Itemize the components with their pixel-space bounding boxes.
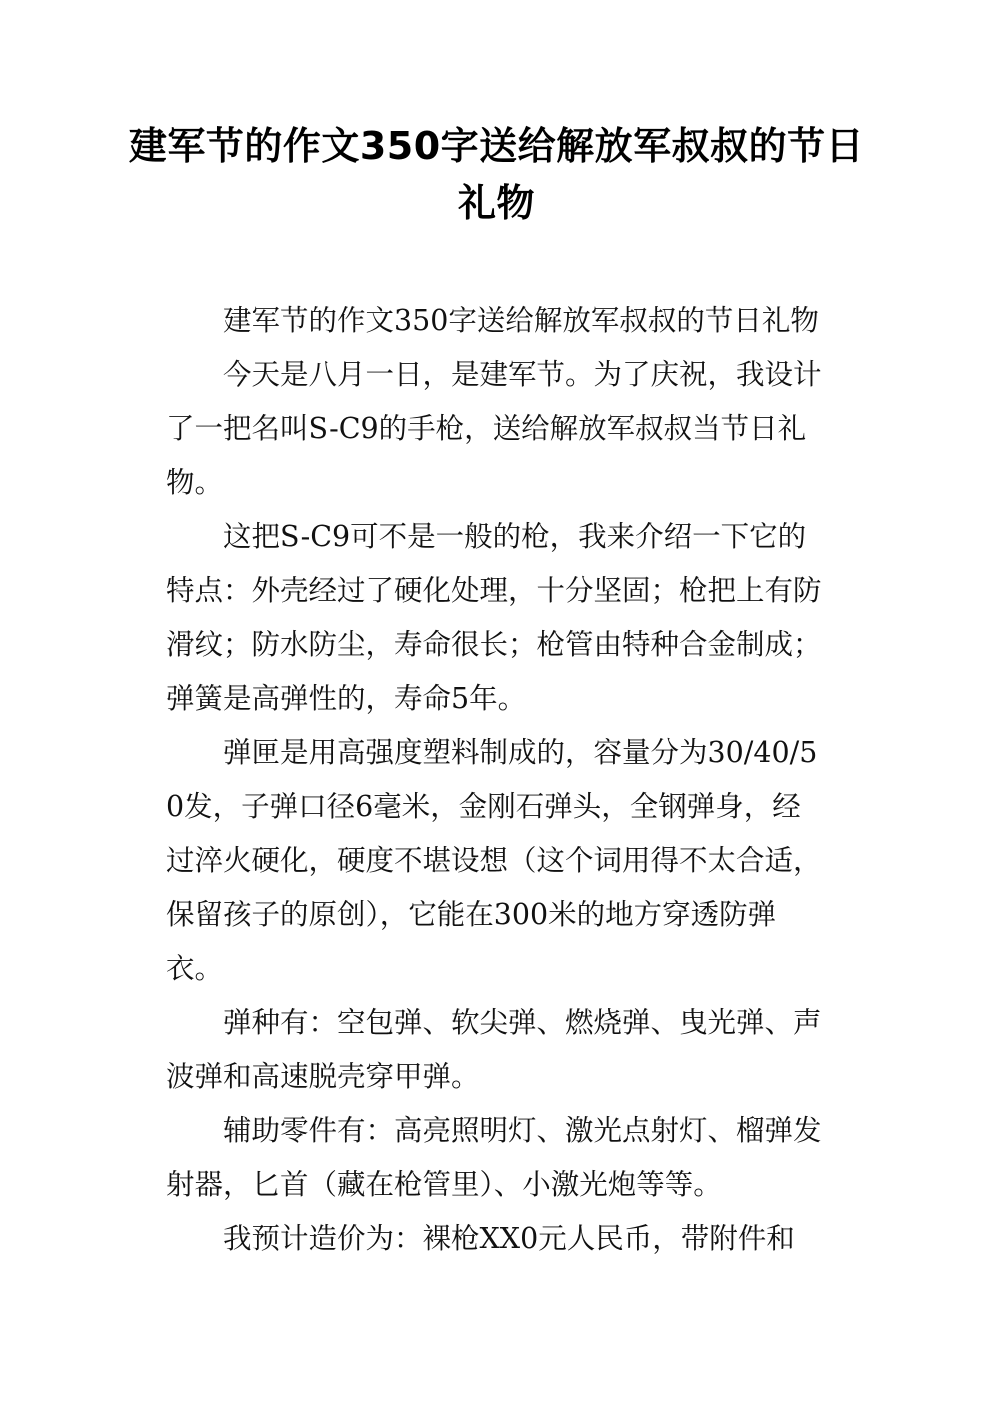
paragraph-magazine: 弹匣是用高强度塑料制成的，容量分为30/40/50发，子弹口径6毫米，金刚石弹头，全钢弹身，经过淬火硬化，硬度不堪设想（这个词用得不太合适，保留孩子的原创），它能在300米的地方穿透防弹衣。	[166, 736, 822, 985]
paragraph-accessories: 辅助零件有：高亮照明灯、激光点射灯、榴弹发射器，匕首（藏在枪管里）、小激光炮等等。	[166, 1114, 822, 1201]
document-body	[166, 294, 828, 1266]
document-title: 建军节的作文350字送给解放军叔叔的节日礼物	[128, 124, 865, 225]
paragraph-ammo-types: 弹种有：空包弹、软尖弹、燃烧弹、曳光弹、声波弹和高速脱壳穿甲弹。	[166, 1006, 822, 1093]
paragraph-cost: 我预计造价为：裸枪XX0元人民币，带附件和	[223, 1222, 795, 1255]
paragraph-intro: 今天是八月一日，是建军节。为了庆祝，我设计了一把名叫S-C9的手枪，送给解放军叔叔当节日礼物。	[166, 358, 822, 499]
paragraph-features: 这把S-C9可不是一般的枪，我来介绍一下它的特点：外壳经过了硬化处理，十分坚固；枪把上有防滑纹；防水防尘，寿命很长；枪管由特种合金制成；弹簧是高弹性的，寿命5年。	[166, 520, 822, 715]
paragraph-heading-repeat: 建军节的作文350字送给解放军叔叔的节日礼物	[223, 304, 819, 337]
